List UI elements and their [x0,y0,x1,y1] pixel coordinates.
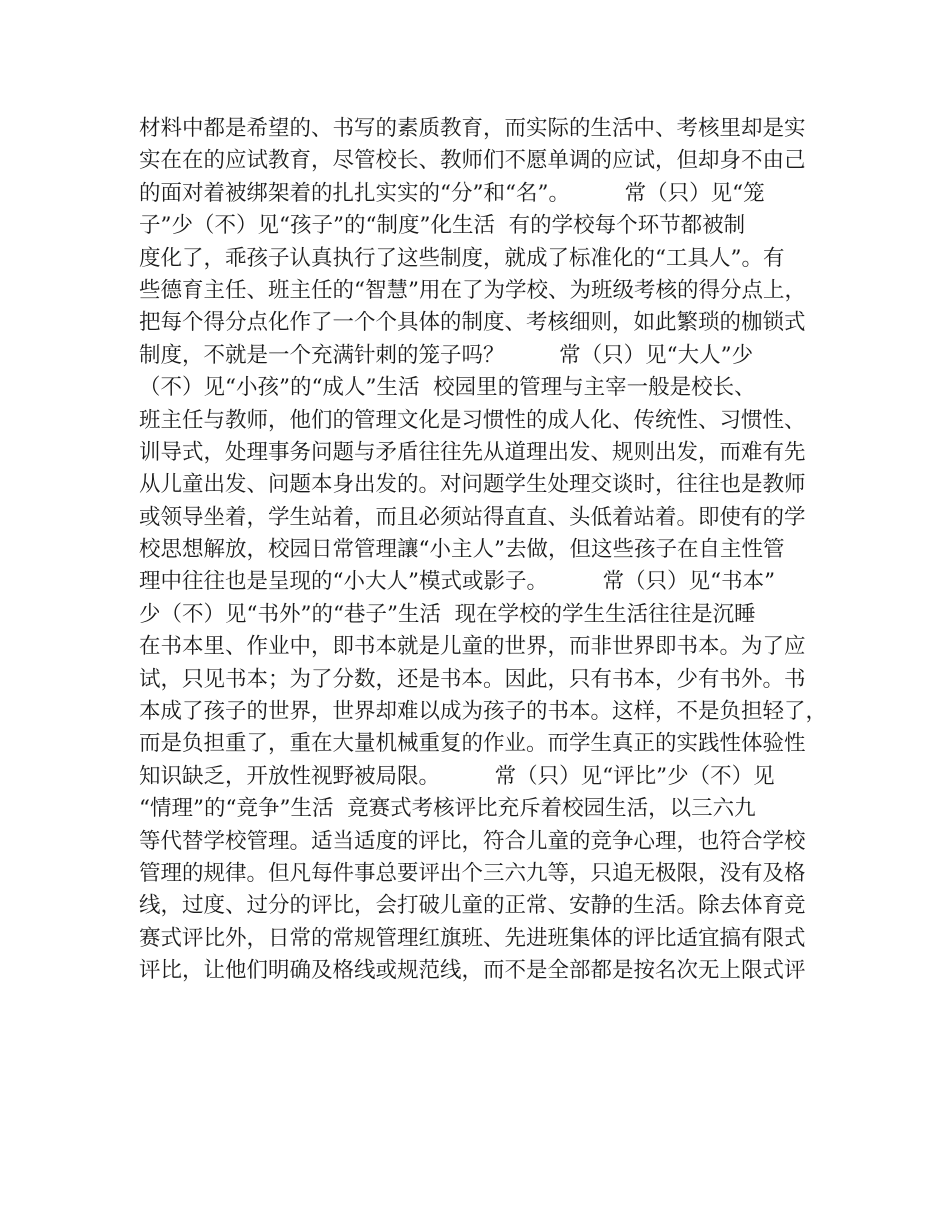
text-line: 制度，不就是一个充满针刺的笼子吗？ 常（只）见“大人”少 [139,342,754,368]
text-line: 评比，让他们明确及格线或规范线，而不是全部都是按名次无上限式评 [139,958,806,984]
text-line: 本成了孩子的世界，世界却难以成为孩子的书本。这样，不是负担轻了， [139,699,828,725]
text-line: 知识缺乏，开放性视野被局限。 常（只）见“评比”少（不）见 [139,763,775,789]
text-line: 度化了，乖孩子认真执行了这些制度，就成了标准化的“工具人”。有 [139,245,785,271]
text-line: 线，过度、过分的评比，会打破儿童的正常、安静的生活。除去体育竞 [139,893,806,919]
text-line: 从儿童出发、问题本身出发的。对问题学生处理交谈时，往往也是教师 [139,472,806,498]
text-line: 理中往往也是呈现的“小大人”模式或影子。 常（只）见“书本” [139,569,776,595]
text-line: 而是负担重了，重在大量机械重复的作业。而学生真正的实践性体验性 [139,731,806,757]
text-line: 校思想解放，校园日常管理讓“小主人”去做，但这些孩子在自主性管 [139,537,785,563]
body-text [139,113,829,988]
text-line: 试，只见书本；为了分数，还是书本。因此，只有书本，少有书外。书 [139,666,806,692]
text-line: 的面对着被绑架着的扎扎实实的“分”和“名”。 常（只）见“笼 [139,180,765,206]
text-line: 子”少（不）见“孩子”的“制度”化生活 有的学校每个环节都被制 [139,213,746,239]
text-line: 少（不）见“书外”的“巷子”生活 现在学校的学生生活往往是沉睡 [139,601,756,627]
text-line: 在书本里、作业中，即书本就是儿童的世界，而非世界即书本。为了应 [139,634,806,660]
text-line: 或领导坐着，学生站着，而且必须站得直直、头低着站着。即使有的学 [139,504,806,530]
text-line: 些德育主任、班主任的“智慧”用在了为学校、为班级考核的得分点上， [139,277,806,303]
text-line: 班主任与教师，他们的管理文化是习惯性的成人化、传统性、习惯性、 [139,407,806,433]
text-line: 管理的规律。但凡每件事总要评出个三六九等，只追无极限，没有及格 [139,860,806,886]
text-line: 实在在的应试教育，尽管校长、教师们不愿单调的应试，但却身不由己 [139,148,806,174]
text-line: 材料中都是希望的、书写的素质教育，而实际的生活中、考核里却是实 [139,116,806,141]
text-line: 训导式，处理事务问题与矛盾往往先从道理出发、规则出发，而难有先 [139,439,806,465]
text-line: 等代替学校管理。适当适度的评比，符合儿童的竞争心理，也符合学校 [139,828,806,854]
text-line: “情理”的“竞争”生活 竞赛式考核评比充斥着校园生活，以三六九 [139,796,756,822]
text-line: （不）见“小孩”的“成人”生活 校园里的管理与主宰一般是校长、 [139,375,756,401]
text-line: 赛式评比外，日常的常规管理红旗班、先进班集体的评比适宜搞有限式 [139,925,806,951]
text-line: 把每个得分点化作了一个个具体的制度、考核细则，如此繁琐的枷锁式 [139,310,806,336]
